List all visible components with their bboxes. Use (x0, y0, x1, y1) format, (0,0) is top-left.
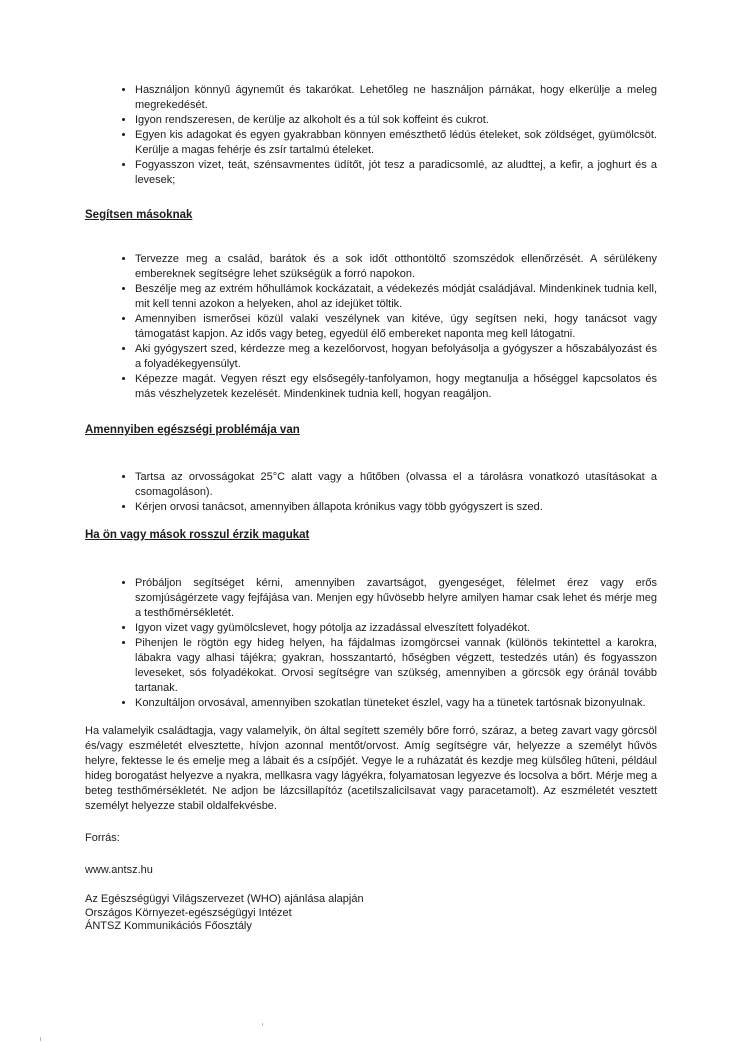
feeling-unwell-bullet-list (85, 576, 657, 711)
list-item: • Képezze magát. Vegyen részt egy elsősegély-tanfolyamon, hogy megtanulja a hőséggel kapcsolatos és más vészhelyzetek kezelését. Mindenkinek tudnia kell, hogyan reagáljon. (135, 372, 657, 402)
list-item: • Amennyiben ismerősei közül valaki veszélynek van kitéve, úgy segítsen neki, hogy tanácsot vagy támogatást kapjon. Az idős vagy beteg, egyedül élő embereket naponta meg kell látogatni. (135, 312, 657, 342)
list-item: • Egyen kis adagokat és egyen gyakrabban könnyen emészthető lédús ételeket, sok zöldséget, gyümölcsöt. Kerülje a magas fehérje és zsír tartalmú ételeket. (135, 128, 657, 158)
source-label: Forrás: (85, 832, 120, 844)
help-others-bullet-list (85, 252, 657, 402)
list-item: • Pihenjen le rögtön egy hideg helyen, ha fájdalmas izomgörcsei vannak (különös tekintettel a karokra, lábakra vagy alhasi tájékra; gyakran, hosszantartó, hőségben végzett, testedzés után) és fogyasszon leveseket, sós folyadékokat. Orvosi segítségre van szükség, amennyiben a görcsök egy óránál tovább tartanak. (135, 636, 657, 696)
list-item: • Konzultáljon orvosával, amennyiben szokatlan tüneteket észlel, vagy ha a tünetek tartósnak bizonyulnak. (135, 696, 657, 711)
list-item: • Kérjen orvosi tanácsot, amennyiben állapota krónikus vagy több gyógyszert is szed. (135, 500, 657, 515)
list-item: • Próbáljon segítséget kérni, amennyiben zavartságot, gyengeséget, félelmet érez vagy erős szomjúságérzete vagy fejfájása van. Menjen egy hűvösebb helyre amilyen hamar csak lehet és mérje meg a testhőmérsékletét. (135, 576, 657, 621)
list-item: • Használjon könnyű ágyneműt és takarókat. Lehetőleg ne használjon párnákat, hogy elkerülje a meleg megrekedését. (135, 83, 657, 113)
section-heading-help-others: Segítsen másoknak (85, 209, 193, 221)
credit-line-who: Az Egészségügyi Világszervezet (WHO) ajánlása alapján (85, 893, 364, 905)
list-item: • Fogyasszon vizet, teát, szénsavmentes üdítőt, jót tesz a paradicsomlé, az aludttej, a kefir, a joghurt és a levesek; (135, 158, 657, 188)
section-heading-health-problem: Amennyiben egészségi problémája van (85, 424, 300, 436)
scan-artifact (40, 1037, 41, 1041)
intro-bullet-list (85, 83, 657, 188)
scan-artifact (262, 1023, 263, 1026)
list-item: • Aki gyógyszert szed, kérdezze meg a kezelőorvost, hogyan befolyásolja a gyógyszer a hőszabályozást és a folyadékegyensúlyt. (135, 342, 657, 372)
credit-line-institute: Országos Környezet-egészségügyi Intézet (85, 906, 292, 919)
list-item: • Igyon vizet vagy gyümölcslevet, hogy pótolja az izzadással elveszített folyadékot. (135, 621, 657, 636)
source-url: www.antsz.hu (85, 864, 153, 876)
credits-block (85, 893, 657, 934)
list-item: • Beszélje meg az extrém hőhullámok kockázatait, a védekezés módját családjával. Mindenkinek tudnia kell, mit kell tenni azokon a helyeken, ahol az idejüket töltik. (135, 282, 657, 312)
emergency-paragraph: Ha valamelyik családtagja, vagy valamelyik, ön által segített személy bőre forró, száraz, a beteg zavart vagy görcsöl és/vagy eszméletét elvesztette, hívjon azonnal mentőt/orvost. Amíg segítségre vár, helyezze a személyt hűvös helyre, fektesse le és emelje meg a lábait és a csípőjét. Vegye le a ruházatát és kezdje meg külsőleg hűteni, például hideg borogatást helyezve a nyakra, mellkasra vagy lágyékra, folyamatosan legyezve és locsolva a bőrt. Mérje meg a beteg testhőmérsékletét. Ne adjon be lázcsillapítóz (acetilszalicilsavat vagy paracetamolt). Az eszméletét vesztett személyt helyezze stabil oldalfekvésbe. (85, 725, 657, 812)
list-item: • Igyon rendszeresen, de kerülje az alkoholt és a túl sok koffeint és cukrot. (135, 113, 657, 128)
credit-line-antsz: ÁNTSZ Kommunikációs Főosztály (85, 920, 252, 932)
document-content (85, 83, 657, 934)
list-item: • Tartsa az orvosságokat 25°C alatt vagy a hűtőben (olvassa el a tárolásra vonatkozó utasításokat a csomagoláson). (135, 470, 657, 500)
section-heading-feeling-unwell: Ha ön vagy mások rosszul érzik magukat (85, 529, 310, 541)
list-item: • Tervezze meg a család, barátok és a sok időt otthontöltő szomszédok ellenőrzését. A sérülékeny embereknek segítségre lehet szükségük a forró napokon. (135, 252, 657, 282)
health-problem-bullet-list (85, 470, 657, 515)
